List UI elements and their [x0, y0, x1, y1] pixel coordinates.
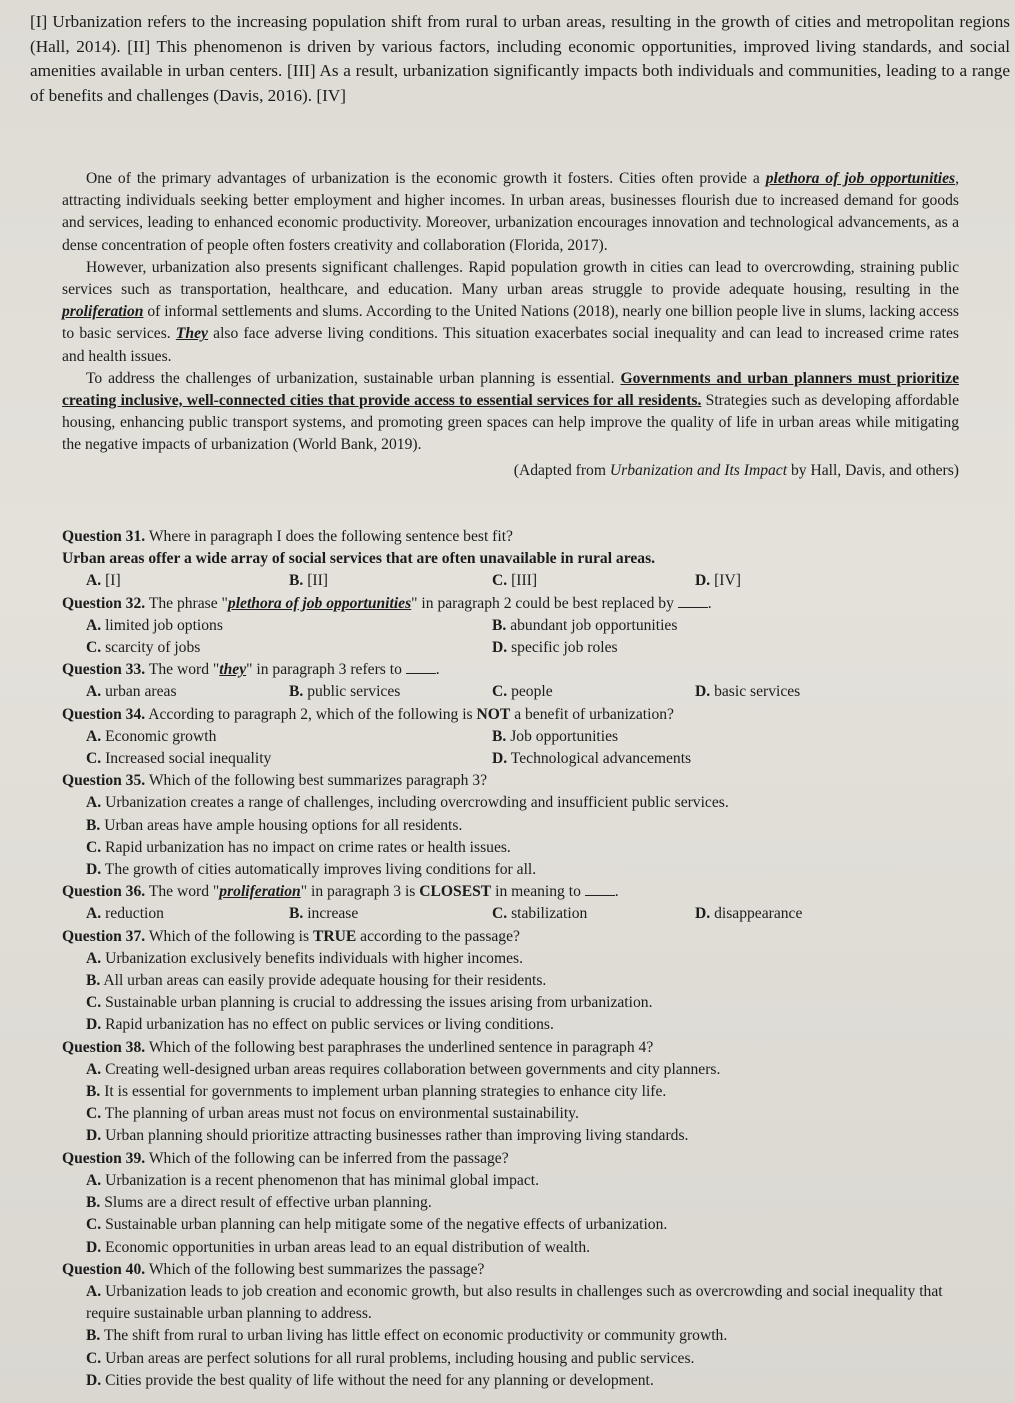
emphasis-word: NOT — [476, 705, 511, 723]
option-letter: B. — [492, 616, 507, 634]
option-text: [IV] — [714, 572, 741, 590]
paragraph-3 — [62, 257, 959, 368]
option-d[interactable] — [695, 570, 895, 592]
question-text: Which of the following can be inferred from the passage? — [148, 1149, 509, 1167]
option-letter: B. — [289, 572, 304, 590]
option-letter: C. — [86, 750, 102, 768]
option-d[interactable] — [695, 903, 895, 925]
option-c[interactable] — [492, 903, 695, 925]
option-text: Rapid urbanization has no effect on public services or living conditions. — [105, 1016, 554, 1034]
underlined-word-they: They — [175, 325, 208, 343]
option-text: [I] — [105, 572, 121, 590]
option-a[interactable] — [86, 681, 289, 703]
option-c[interactable] — [492, 570, 695, 592]
text-span: However, urbanization also presents significant challenges. Rapid population growth in cities can lead to overcrowding, straining public services such as transportation, healthcare, and education. Many urban areas struggle to provide adequate housing, resulting in the — [62, 258, 959, 299]
option-a[interactable] — [86, 570, 289, 592]
question-33: Question 33. The word "they" in paragraph 3 refers to . — [62, 661, 440, 679]
question-number: Question 31. — [62, 528, 146, 545]
question-text: Which of the following best paraphrases the underlined sentence in paragraph 4? — [148, 1038, 654, 1056]
option-text: Creating well-designed urban areas requires collaboration between governments and city planners. — [105, 1060, 721, 1078]
option-text: Urbanization leads to job creation and economic growth, but also results in challenges such as overcrowding and social inequality that require sustainable urban planning to address. — [86, 1282, 943, 1323]
option-text: increase — [307, 905, 359, 923]
answer-blank — [406, 659, 436, 674]
option-letter: D. — [86, 861, 102, 879]
option-letter: A. — [86, 949, 102, 967]
option-text: Sustainable urban planning is crucial to addressing the issues arising from urbanization. — [105, 994, 653, 1012]
option-letter: A. — [86, 616, 102, 634]
option-text: Job opportunities — [510, 727, 619, 745]
option-text: people — [511, 683, 553, 701]
option-letter: B. — [86, 1083, 101, 1101]
option-letter: D. — [695, 572, 711, 590]
question-number: Question 39. — [62, 1149, 146, 1167]
option-a[interactable] — [86, 726, 492, 748]
option-letter: C. — [86, 1216, 102, 1234]
option-a[interactable] — [86, 615, 492, 637]
question-39 — [62, 1148, 962, 1170]
source-citation — [62, 460, 959, 482]
option-letter: A. — [86, 794, 102, 812]
option-text: Urbanization exclusively benefits individuals with higher incomes. — [105, 949, 523, 967]
option-text: scarcity of jobs — [105, 639, 201, 657]
option-b[interactable] — [289, 681, 492, 703]
option-letter: C. — [86, 1349, 102, 1367]
text-span: Which of the following is — [148, 927, 313, 945]
questions — [62, 526, 962, 1392]
option-text: stabilization — [511, 905, 588, 923]
underlined-word: proliferation — [219, 883, 301, 901]
question-33-options — [62, 681, 962, 703]
option-text: All urban areas can easily provide adequate housing for their residents. — [103, 972, 547, 990]
option-b[interactable] — [62, 1325, 962, 1347]
option-c[interactable] — [62, 992, 962, 1014]
option-letter: A. — [86, 905, 102, 923]
option-text: abundant job opportunities — [510, 616, 678, 634]
option-d[interactable] — [62, 1125, 962, 1147]
option-letter: B. — [86, 1194, 101, 1212]
option-letter: B. — [86, 972, 101, 990]
question-34 — [62, 704, 962, 726]
option-text: Urbanization is a recent phenomenon that has minimal global impact. — [105, 1171, 539, 1189]
option-letter: D. — [86, 1371, 102, 1389]
option-letter: A. — [86, 727, 102, 745]
option-a[interactable] — [86, 903, 289, 925]
text-span: in meaning to — [491, 883, 581, 901]
option-d[interactable] — [62, 859, 962, 881]
option-d[interactable] — [62, 1237, 962, 1259]
option-c[interactable] — [86, 637, 492, 659]
option-text: It is essential for governments to implement urban planning strategies to enhance city life. — [104, 1083, 667, 1101]
question-34-options — [62, 726, 962, 770]
text-span: " in paragraph 2 could be best replaced by — [411, 594, 674, 612]
paragraph-2 — [62, 168, 959, 257]
question-36-options — [62, 903, 962, 925]
option-text: Slums are a direct result of effective urban planning. — [104, 1194, 432, 1212]
option-letter: D. — [492, 639, 508, 657]
text-span: a benefit of urbanization? — [510, 705, 674, 723]
option-letter: C. — [492, 905, 508, 923]
option-letter: B. — [289, 683, 304, 701]
passage — [62, 168, 959, 482]
question-number: Question 38. — [62, 1038, 146, 1056]
question-text: Which of the following best summarizes paragraph 3? — [148, 772, 488, 790]
option-letter: C. — [86, 994, 102, 1012]
source-title: Urbanization and Its Impact — [609, 461, 788, 479]
option-text: basic services — [714, 683, 801, 701]
option-text: [II] — [307, 572, 328, 590]
question-text: Where in paragraph I does the following sentence best fit? — [148, 528, 513, 545]
question-number: Question 33. — [62, 661, 146, 679]
option-b[interactable] — [492, 726, 912, 748]
option-text: Technological advancements — [510, 750, 692, 768]
option-text: Cities provide the best quality of life without the need for any planning or development. — [105, 1371, 654, 1389]
option-letter: A. — [86, 1282, 102, 1300]
option-a[interactable] — [62, 1059, 962, 1081]
option-letter: A. — [86, 1060, 102, 1078]
text-span: (Adapted from — [513, 461, 610, 479]
underlined-word-proliferation: proliferation — [62, 303, 144, 321]
answer-blank — [678, 593, 708, 608]
option-a[interactable] — [62, 1170, 962, 1192]
option-text: The growth of cities automatically improves living conditions for all. — [104, 861, 537, 879]
option-text: Sustainable urban planning can help mitigate some of the negative effects of urbanization. — [105, 1216, 668, 1234]
option-letter: C. — [86, 838, 102, 856]
text-span: The word " — [148, 661, 220, 679]
question-number: Question 40. — [62, 1260, 146, 1278]
text-span: according to the passage? — [356, 927, 520, 945]
text-span: of informal settlements and slums. According to the United Nations (2018), nearly one billion people live in slums, lacking access to basic services. — [62, 303, 959, 343]
option-text: Economic opportunities in urban areas lead to an equal distribution of wealth. — [105, 1238, 591, 1256]
option-letter: C. — [86, 639, 102, 657]
option-text: reduction — [105, 905, 164, 923]
option-a[interactable] — [62, 1281, 946, 1325]
option-c[interactable] — [492, 681, 695, 703]
option-b[interactable] — [289, 903, 492, 925]
text-span: The word " — [148, 883, 220, 901]
option-d[interactable] — [492, 637, 912, 659]
text-span: Strategies such as developing affordable housing, enhancing public transport systems, and promoting green spaces can help improve the quality of life in urban areas while mitigating the negative impacts of urbanization (World Bank, 2019). — [62, 392, 959, 454]
option-d[interactable] — [62, 1014, 962, 1036]
option-d[interactable] — [492, 748, 912, 770]
question-number: Question 32. — [62, 594, 146, 612]
option-letter: B. — [86, 816, 101, 834]
option-letter: D. — [86, 1016, 102, 1034]
text-span: According to paragraph 2, which of the following is — [148, 705, 477, 723]
option-letter: D. — [86, 1127, 102, 1145]
option-letter: A. — [86, 1171, 102, 1189]
question-number: Question 34. — [62, 705, 146, 723]
question-text: Which of the following best summarizes the passage? — [148, 1260, 485, 1278]
option-letter: D. — [695, 683, 711, 701]
question-38 — [62, 1037, 962, 1059]
underlined-phrase: plethora of job opportunities — [227, 594, 412, 612]
option-text: Urbanization creates a range of challenges, including overcrowding and insufficient public services. — [105, 794, 729, 812]
option-text: Increased social inequality — [105, 750, 272, 768]
underlined-word: they — [219, 661, 247, 679]
text-span: To address the challenges of urbanization, sustainable urban planning is essential. — [86, 369, 621, 387]
option-c[interactable] — [62, 1103, 962, 1125]
text-span: " in paragraph 3 refers to — [246, 661, 402, 679]
question-31 — [62, 526, 962, 548]
text-span: One of the primary advantages of urbanization is the economic growth it fosters. Cities often provide a — [86, 170, 766, 187]
option-letter: B. — [289, 905, 304, 923]
option-c[interactable] — [62, 1348, 962, 1370]
option-letter: A. — [86, 683, 102, 701]
underlined-sentence: Governments and urban planners must prioritize creating inclusive, well-connected cities that provide access to essential services for all residents. — [62, 369, 959, 410]
option-text: specific job roles — [511, 639, 618, 657]
option-a[interactable] — [62, 948, 962, 970]
question-31-options — [62, 570, 962, 592]
answer-blank — [585, 881, 615, 896]
option-text: The shift from rural to urban living has little effect on economic productivity or community growth. — [103, 1327, 728, 1345]
option-letter: A. — [86, 572, 102, 590]
option-d[interactable] — [695, 681, 895, 703]
option-text: The planning of urban areas must not focus on environmental sustainability. — [104, 1105, 579, 1123]
question-40 — [62, 1259, 962, 1281]
option-letter: B. — [492, 727, 507, 745]
question-35 — [62, 770, 962, 792]
option-c[interactable] — [86, 748, 492, 770]
question-number: Question 37. — [62, 927, 146, 945]
option-d[interactable] — [62, 1370, 962, 1392]
option-b[interactable] — [62, 1192, 962, 1214]
option-text: [III] — [511, 572, 538, 590]
option-text: urban areas — [105, 683, 177, 701]
question-32: Question 32. The phrase "plethora of job opportunities" in paragraph 2 could be best replaced by . — [62, 594, 712, 612]
option-text: disappearance — [714, 905, 803, 923]
option-text: Economic growth — [105, 727, 217, 745]
option-text: public services — [307, 683, 401, 701]
intro-paragraph: [I] Urbanization refers to the increasing population shift from rural to urban areas, resulting in the growth of cities and metropolitan regions (Hall, 2014). [II] This phenomenon is driven by various factors, including economic opportunities, improved living standards, and social amenities available in urban centers. [III] As a result, urbanization significantly impacts both individuals and communities, leading to a range of benefits and challenges (Davis, 2016). [IV] — [30, 12, 1010, 105]
question-37 — [62, 926, 962, 948]
option-a[interactable] — [62, 792, 962, 814]
option-letter: D. — [86, 1238, 102, 1256]
option-b[interactable] — [62, 970, 962, 992]
paragraph-4 — [62, 368, 959, 457]
option-c[interactable] — [62, 837, 962, 859]
text-span: " in paragraph 3 is — [300, 883, 420, 901]
option-letter: D. — [695, 905, 711, 923]
option-letter: D. — [492, 750, 508, 768]
text-span: also face adverse living conditions. This situation exacerbates social inequality and can lead to increased crime rates and health issues. — [62, 325, 959, 365]
text-span: The phrase " — [148, 594, 228, 612]
option-text: Urban planning should prioritize attracting businesses rather than improving living standards. — [105, 1127, 689, 1145]
option-b[interactable] — [492, 615, 912, 637]
option-text: Rapid urbanization has no impact on crime rates or health issues. — [105, 838, 511, 856]
question-31-stem: Urban areas offer a wide array of social services that are often unavailable in rural areas. — [62, 550, 656, 568]
option-text: Urban areas have ample housing options for all residents. — [104, 816, 463, 834]
question-36: Question 36. The word "proliferation" in paragraph 3 is CLOSEST in meaning to . — [62, 883, 619, 901]
text-span: , attracting individuals seeking better employment and higher incomes. In urban areas, businesses flourish due to increased demand for goods and services, leading to enhanced economic productivity. Moreover, urbanization encourages innovation and technological advancements, as a dense concentration of people often fosters creativity and collaboration (Florida, 2017). — [62, 170, 959, 254]
option-b[interactable] — [289, 570, 492, 592]
option-letter: C. — [86, 1105, 102, 1123]
option-b[interactable] — [62, 1081, 962, 1103]
question-number: Question 35. — [62, 772, 146, 790]
emphasis-word: CLOSEST — [419, 883, 492, 901]
underlined-phrase-plethora: plethora of job opportunities — [765, 170, 956, 187]
option-letter: C. — [492, 572, 508, 590]
option-text: limited job options — [105, 616, 223, 634]
option-letter: C. — [492, 683, 508, 701]
text-span: by Hall, Davis, and others) — [787, 461, 959, 479]
option-letter: B. — [86, 1327, 101, 1345]
question-number: Question 36. — [62, 883, 146, 901]
option-c[interactable] — [62, 1214, 962, 1236]
emphasis-word: TRUE — [312, 927, 357, 945]
option-text: Urban areas are perfect solutions for all rural problems, including housing and public services. — [105, 1349, 695, 1367]
question-32-options — [62, 615, 962, 659]
option-b[interactable] — [62, 815, 962, 837]
